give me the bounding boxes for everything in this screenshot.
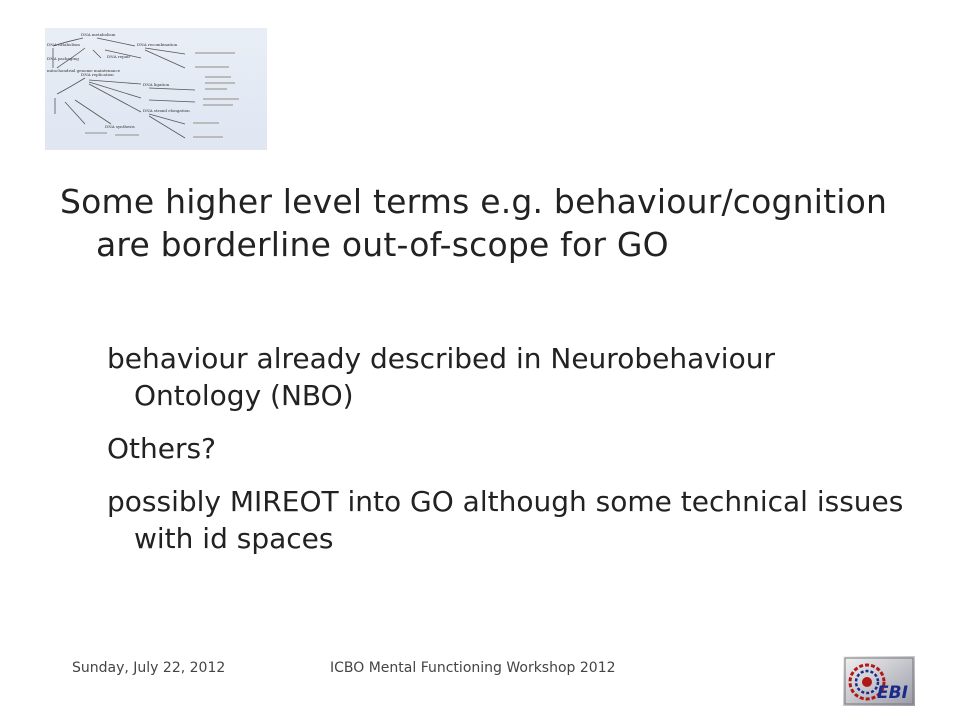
thumbnail-label: DNA recombination: [137, 42, 178, 47]
ontology-tree-diagram-icon: [45, 28, 267, 150]
sub-bullet-item: Others?: [107, 432, 216, 465]
thumbnail-label: DNA ligation: [143, 82, 170, 87]
thumbnail-label: DNA repair: [107, 54, 131, 59]
thumbnail-label: DNA catabolism: [47, 42, 80, 47]
sub-bullet-item: behaviour already described in Neurobehaviour Ontology (NBO): [107, 342, 775, 412]
ebi-logo-icon: [843, 656, 915, 706]
thumbnail-label: DNA replication: [81, 72, 114, 77]
ontology-diagram-thumbnail: [45, 28, 267, 150]
thumbnail-label: DNA strand elongation: [143, 108, 190, 113]
footer-date: Sunday, July 22, 2012: [72, 660, 226, 676]
footer-title: ICBO Mental Functioning Workshop 2012: [330, 660, 616, 676]
thumbnail-label: DNA synthesis: [105, 124, 135, 129]
logo-text: EBI: [877, 683, 908, 703]
sub-bullet-item: possibly MIREOT into GO although some technical issues with id spaces: [107, 485, 904, 555]
thumbnail-label: mitochondrial genome maintenance: [47, 68, 121, 73]
thumbnail-label: DNA packaging: [47, 56, 79, 61]
thumbnail-label: DNA metabolism: [81, 32, 116, 37]
sub-bullet-list: [107, 340, 907, 573]
main-bullet-text: Some higher level terms e.g. behaviour/cognition are borderline out-of-scope for GO: [60, 182, 888, 264]
